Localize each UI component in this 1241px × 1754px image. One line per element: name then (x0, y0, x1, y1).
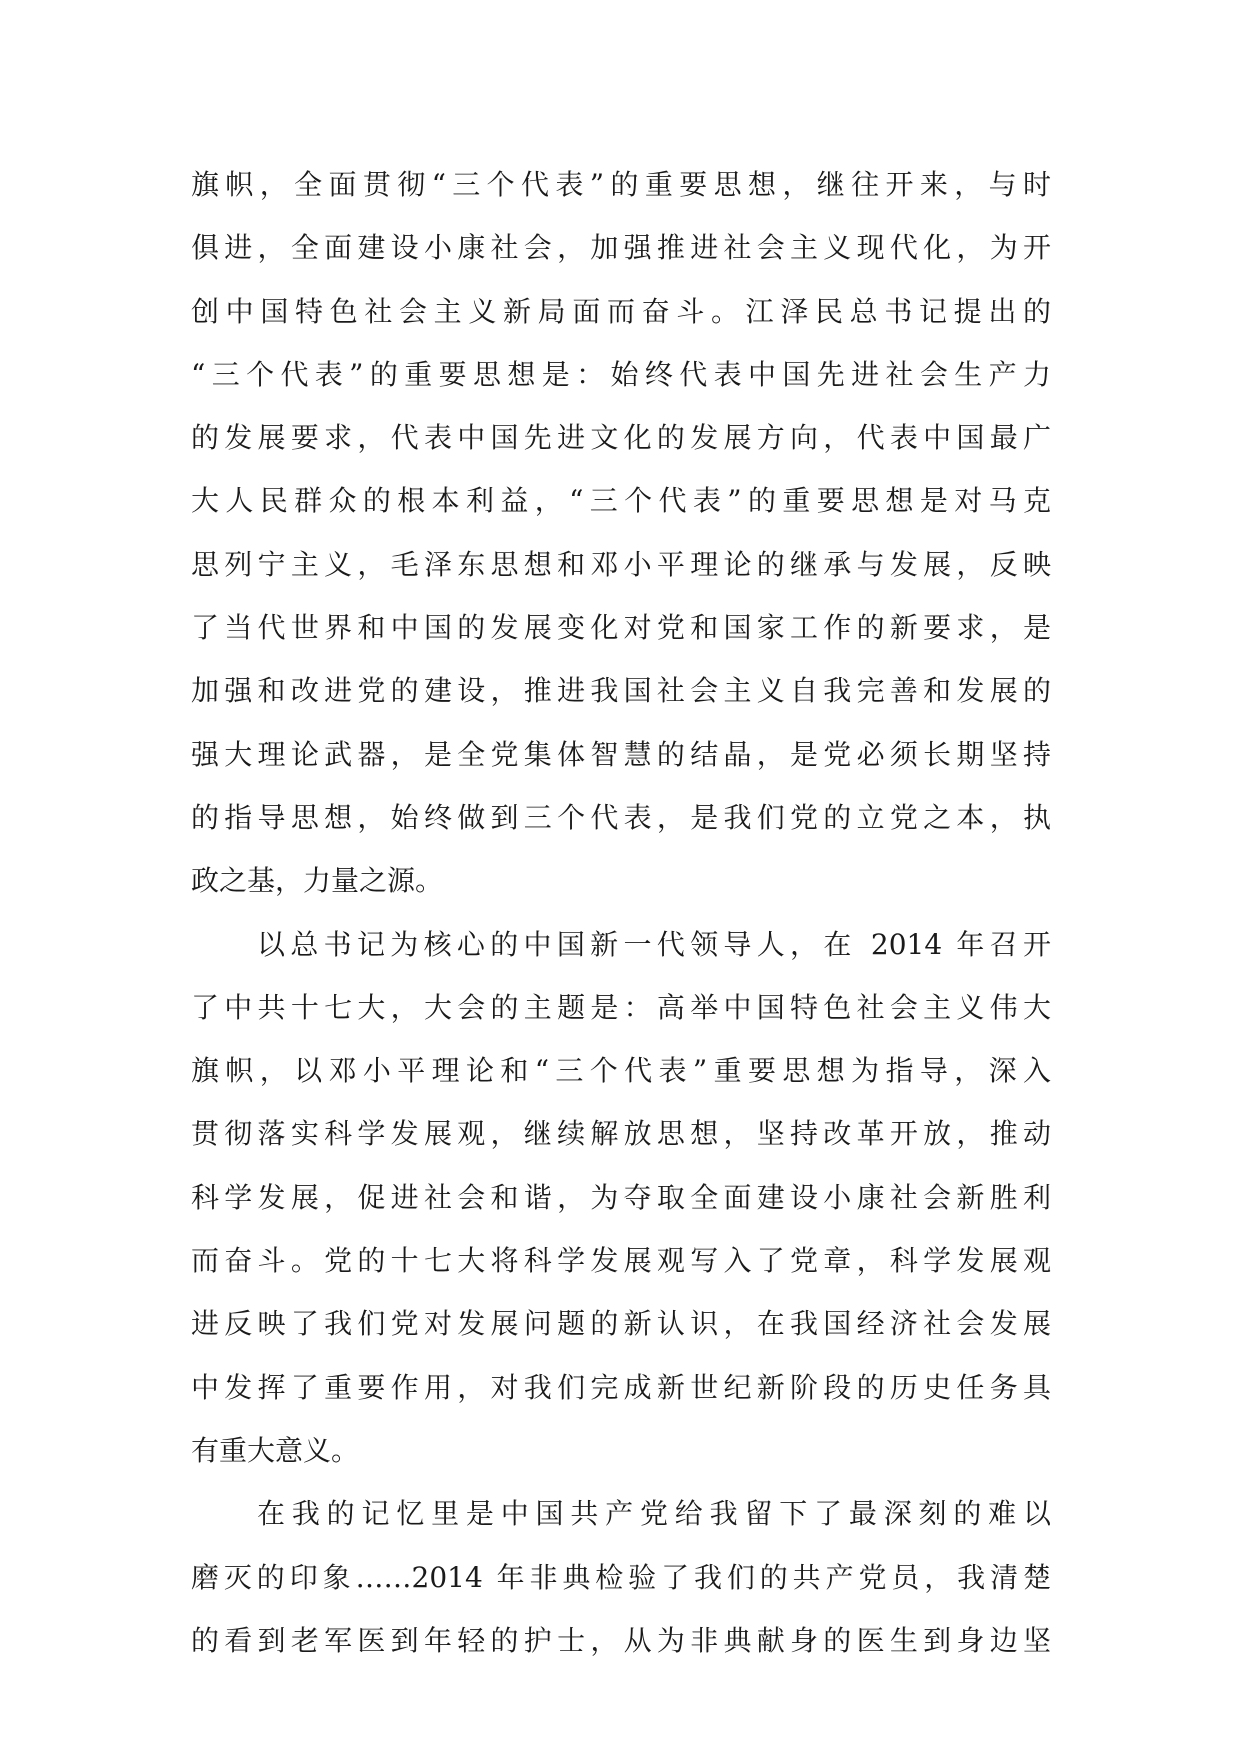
text-line: 进反映了我们党对发展问题的新认识，在我国经济社会发展 (191, 1307, 1051, 1341)
text-line: “三个代表”的重要思想是：始终代表中国先进社会生产力 (191, 357, 1051, 391)
text-line: 政之基，力量之源。 (191, 864, 444, 898)
text-line: 强大理论武器，是全党集体智慧的结晶，是党必须长期坚持 (191, 737, 1051, 771)
text-line: 旗帜，全面贯彻“三个代表”的重要思想，继往开来，与时 (191, 168, 1051, 201)
text-line: 有重大意义。 (191, 1433, 360, 1467)
text-line: 创中国特色社会主义新局面而奋斗。江泽民总书记提出的 (191, 294, 1051, 328)
text-line: 加强和改进党的建设，推进我国社会主义自我完善和发展的 (191, 674, 1051, 708)
body-text (191, 162, 1051, 1681)
text-line: 的发展要求，代表中国先进文化的发展方向，代表中国最广 (191, 421, 1051, 455)
text-line: 大人民群众的根本利益，“三个代表”的重要思想是对马克 (191, 484, 1051, 518)
text-line: 贯彻落实科学发展观，继续解放思想，坚持改革开放，推动 (191, 1117, 1051, 1151)
text-line: 俱进，全面建设小康社会，加强推进社会主义现代化，为开 (191, 231, 1051, 265)
text-line: 旗帜，以邓小平理论和“三个代表”重要思想为指导，深入 (191, 1054, 1051, 1088)
text-line: 思列宁主义，毛泽东思想和邓小平理论的继承与发展，反映 (191, 547, 1051, 581)
paragraph-first-line: 以总书记为核心的中国新一代领导人，在 2014 年召开 (257, 927, 1051, 961)
text-line: 的看到老军医到年轻的护士，从为非典献身的医生到身边坚 (191, 1623, 1051, 1657)
text-line: 中发挥了重要作用，对我们完成新世纪新阶段的历史任务具 (191, 1370, 1051, 1404)
text-line: 了当代世界和中国的发展变化对党和国家工作的新要求，是 (191, 611, 1051, 645)
text-line: 了中共十七大，大会的主题是：高举中国特色社会主义伟大 (191, 990, 1051, 1024)
text-line: 磨灭的印象……2014 年非典检验了我们的共产党员，我清楚 (191, 1560, 1051, 1594)
text-line: 的指导思想，始终做到三个代表，是我们党的立党之本，执 (191, 800, 1051, 834)
text-line: 而奋斗。党的十七大将科学发展观写入了党章，科学发展观 (191, 1244, 1051, 1278)
text-line: 科学发展，促进社会和谐，为夺取全面建设小康社会新胜利 (191, 1180, 1051, 1214)
paragraph-first-line: 在我的记忆里是中国共产党给我留下了最深刻的难以 (257, 1497, 1051, 1531)
